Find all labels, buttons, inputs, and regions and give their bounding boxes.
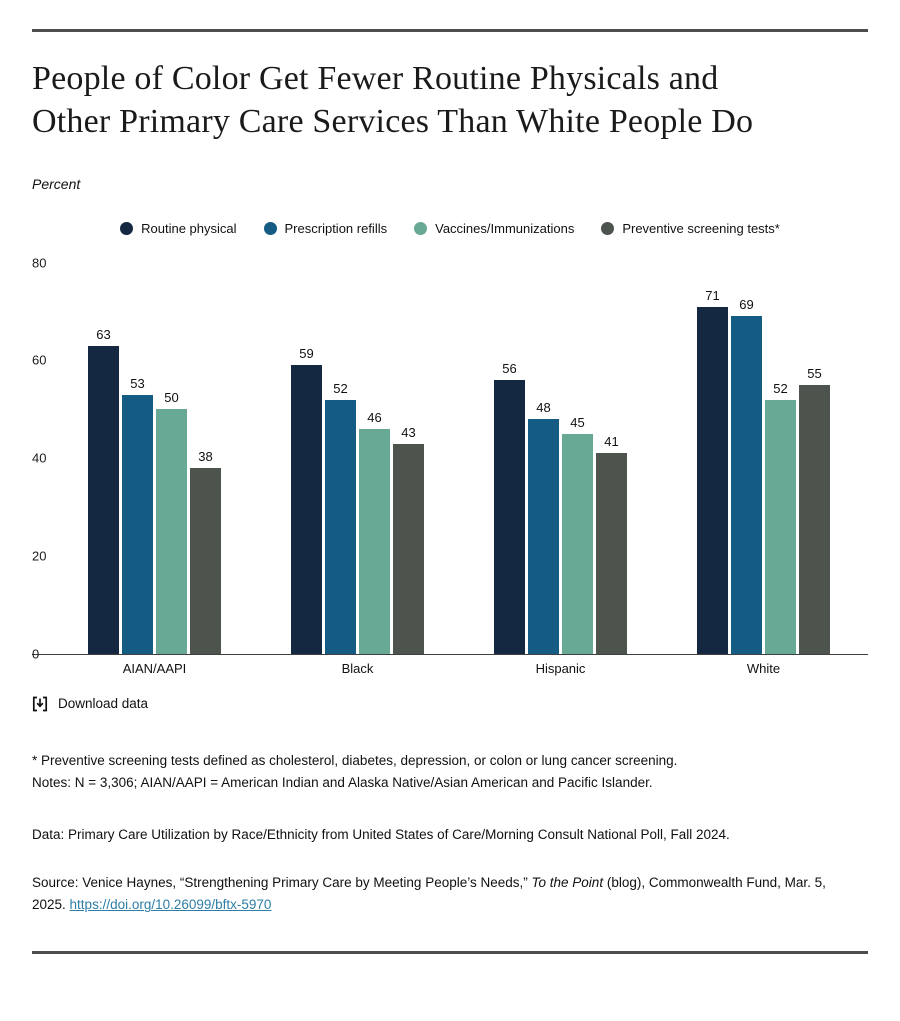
y-tick-label: 0 xyxy=(32,646,40,662)
bar-prescription-refills-hispanic xyxy=(528,400,559,654)
download-data-label: Download data xyxy=(58,696,149,712)
bar-value-label: 52 xyxy=(333,380,348,396)
legend-label: Prescription refills xyxy=(284,220,388,236)
category-label-aian-aapi: AIAN/AAPI xyxy=(122,660,187,676)
bar-preventive-screening-tests-hispanic xyxy=(596,434,627,653)
source-suffix: (blog), Commonwealth Fund, Mar. 5, 2025. xyxy=(32,875,826,913)
chart-legend xyxy=(32,221,868,236)
footnote-line: * Preventive screening tests defined as cholesterol, diabetes, depression, or colon or lung cancer screening. xyxy=(32,752,678,768)
download-data-link[interactable] xyxy=(32,696,148,712)
legend-dot-icon xyxy=(264,222,277,235)
bar-preventive-screening-tests-aian-aapi xyxy=(190,448,221,654)
data-line: Data: Primary Care Utilization by Race/Ethnicity from United States of Care/Morning Consult National Poll, Fall 2024. xyxy=(32,827,730,843)
bar-value-label: 55 xyxy=(807,365,822,381)
bar-group-aian-aapi xyxy=(88,263,221,676)
category-label-white: White xyxy=(746,660,781,676)
category-label-hispanic: Hispanic xyxy=(535,660,586,676)
bar-routine-physical-black xyxy=(291,346,322,653)
y-axis-unit-label: Percent xyxy=(32,175,81,192)
bar-value-label: 41 xyxy=(604,434,619,450)
download-icon xyxy=(32,696,48,712)
source-line xyxy=(32,872,850,917)
bar-value-label: 38 xyxy=(198,448,213,464)
bar-prescription-refills-white xyxy=(731,297,762,653)
bar-group-hispanic xyxy=(494,263,627,676)
bar-vaccines-immunizations-white xyxy=(765,380,796,654)
bar-group-black xyxy=(291,263,424,676)
bar-chart xyxy=(32,255,868,676)
legend-dot-icon xyxy=(120,222,133,235)
bar-value-label: 48 xyxy=(536,400,551,416)
bar-value-label: 45 xyxy=(570,414,585,430)
notes-block xyxy=(32,750,868,795)
bar-value-label: 52 xyxy=(773,380,788,396)
bar-value-label: 43 xyxy=(401,424,416,440)
legend-item-preventive-screening-tests xyxy=(601,221,780,236)
bar-group-white xyxy=(697,263,830,676)
source-publication: To the Point xyxy=(531,875,604,891)
notes-line: Notes: N = 3,306; AIAN/AAPI = American Indian and Alaska Native/Asian American and Pacific Islander. xyxy=(32,774,653,790)
bar-value-label: 71 xyxy=(705,287,720,303)
y-tick-label: 60 xyxy=(32,352,47,368)
bar-value-label: 50 xyxy=(164,390,179,406)
bar-value-label: 69 xyxy=(739,297,754,313)
bar-routine-physical-aian-aapi xyxy=(88,326,119,654)
legend-item-routine-physical xyxy=(120,221,236,236)
bar-value-label: 46 xyxy=(367,409,382,425)
bottom-divider xyxy=(32,951,868,954)
page-title-line2: Other Primary Care Services Than White People Do xyxy=(32,102,754,140)
legend-label: Routine physical xyxy=(141,220,237,236)
bar-routine-physical-hispanic xyxy=(494,360,525,654)
bar-vaccines-immunizations-hispanic xyxy=(562,414,593,654)
top-divider xyxy=(32,29,868,32)
y-tick-label: 80 xyxy=(32,255,47,271)
legend-item-prescription-refills xyxy=(264,221,388,236)
bar-value-label: 59 xyxy=(299,346,314,362)
category-label-black: Black xyxy=(341,660,374,676)
page-title xyxy=(32,58,868,144)
bar-value-label: 53 xyxy=(130,375,145,391)
bar-value-label: 63 xyxy=(96,326,111,342)
legend-label: Preventive screening tests* xyxy=(622,220,780,236)
plot-area xyxy=(32,255,868,676)
legend-label: Vaccines/Immunizations xyxy=(435,220,575,236)
bar-preventive-screening-tests-black xyxy=(393,424,424,654)
y-axis-ticks xyxy=(32,255,72,662)
bar-vaccines-immunizations-black xyxy=(359,409,390,654)
bar-value-label: 56 xyxy=(502,360,517,376)
y-tick-label: 20 xyxy=(32,548,47,564)
bar-preventive-screening-tests-white xyxy=(799,365,830,654)
legend-item-vaccines-immunizations xyxy=(414,221,574,236)
legend-dot-icon xyxy=(601,222,614,235)
y-tick-label: 40 xyxy=(32,450,47,466)
source-prefix: Source: Venice Haynes, “Strengthening Primary Care by Meeting People’s Needs,” xyxy=(32,875,532,891)
page-title-line1: People of Color Get Fewer Routine Physicals and xyxy=(32,60,719,97)
bar-prescription-refills-black xyxy=(325,380,356,654)
bar-prescription-refills-aian-aapi xyxy=(122,375,153,654)
legend-dot-icon xyxy=(414,222,427,235)
bar-vaccines-immunizations-aian-aapi xyxy=(156,390,187,653)
bar-routine-physical-white xyxy=(697,287,728,654)
doi-link[interactable]: https://doi.org/10.26099/bftx-5970 xyxy=(69,897,272,913)
